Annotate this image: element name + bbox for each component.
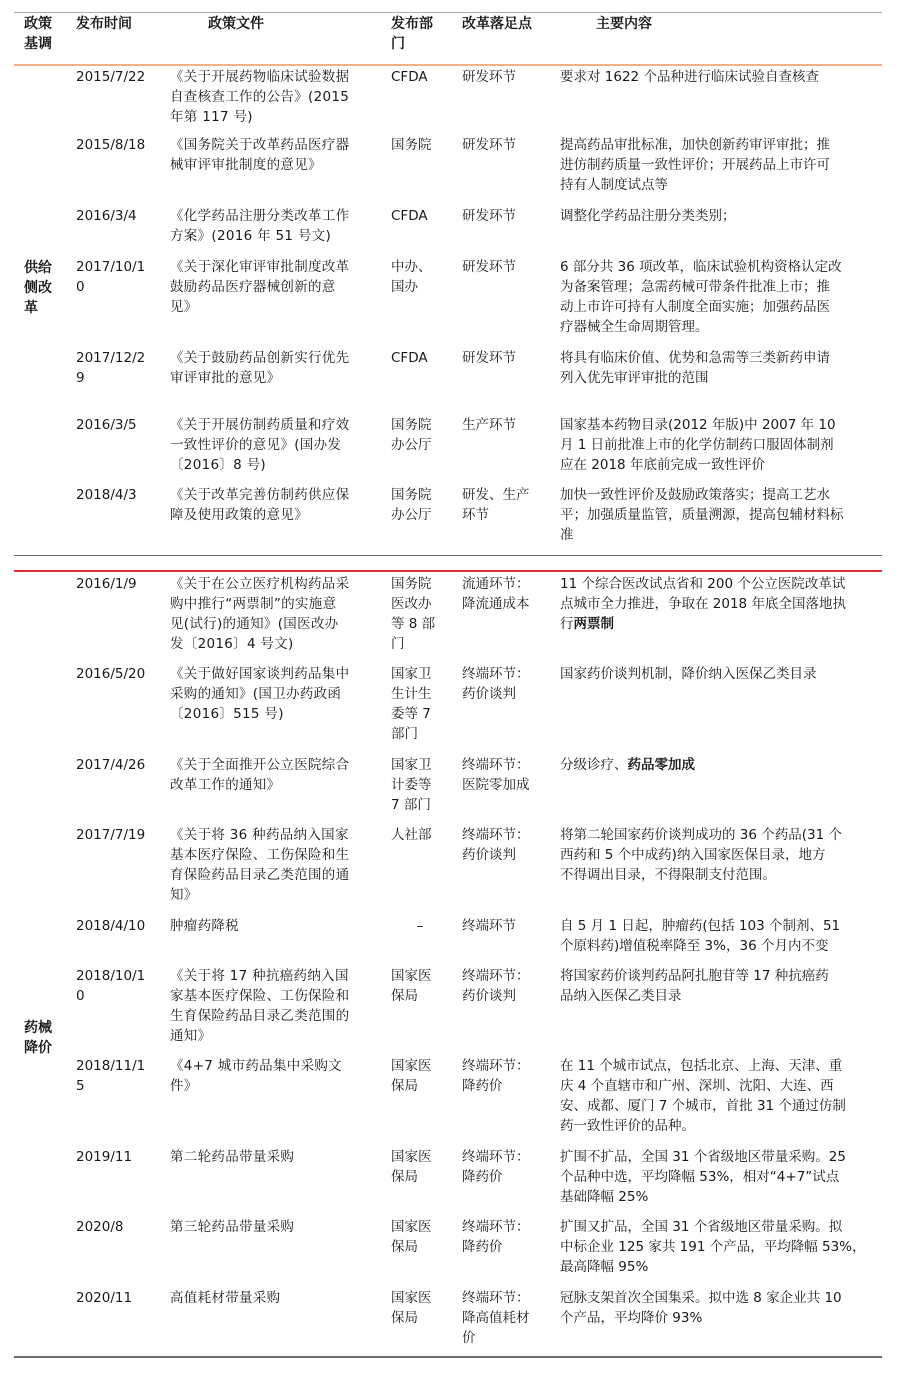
cell-dept: 国家卫 计委等 7 部门: [391, 757, 432, 813]
cell-doc: 《关于全面推开公立医院综合 改革工作的通知》: [170, 757, 350, 793]
cell-dept: CFDA: [391, 350, 428, 366]
cell-dept: CFDA: [391, 69, 428, 85]
cell-content: [560, 574, 878, 634]
cell-doc: 肿瘤药降税: [170, 918, 239, 934]
cell-date: 2018/11/1 5: [76, 1058, 146, 1094]
cell-doc: 《化学药品注册分类改革工作 方案》(2016 年 51 号文): [170, 208, 350, 244]
cell-dept: –: [391, 918, 424, 934]
cell-dept: CFDA: [391, 208, 428, 224]
cell-point: 流通环节： 降流通成本: [462, 576, 530, 612]
table-bottom-rule: [14, 1356, 882, 1358]
cell-doc: 第三轮药品带量采购: [170, 1219, 295, 1235]
cell-point: 研发环节: [462, 137, 516, 153]
cell-doc: 《关于开展药物临床试验数据 自查核查工作的公告》(2015 年第 117 号): [170, 69, 350, 125]
header-dept: 发布部 门: [391, 16, 433, 52]
cell-content: 6 部分共 36 项改革，临床试验机构资格认定改 为备案管理；急需药械可带条件批准上市；推 动上市许可持有人制度全面实施；加强药品医 疗器械全生命周期管理。: [560, 259, 842, 335]
table-header: [14, 12, 882, 64]
header-content: 主要内容: [596, 16, 652, 32]
cell-date: 2016/1/9: [76, 576, 137, 592]
cell-doc: 《关于将 17 种抗癌药纳入国 家基本医疗保险、工伤保险和 生育保险药品目录乙类范围的 通知》: [170, 968, 350, 1044]
policy-table: [14, 12, 882, 1358]
category-price-cut: 药械 降价: [24, 1020, 52, 1056]
cell-content: 加快一致性评价及鼓励政策落实；提高工艺水 平；加强质量监管，质量溯源，提高包辅材料标 准: [560, 487, 844, 543]
content-text: 分级诊疗、: [560, 757, 628, 773]
cell-content: 自 5 月 1 日起，肿瘤药(包括 103 个制剂、51 个原料药)增值税率降至 3%，36 个月内不变: [560, 918, 841, 954]
cell-point: 终端环节： 降药价: [462, 1149, 530, 1185]
cell-doc: 《关于深化审评审批制度改革 鼓励药品医疗器械创新的意 见》: [170, 259, 350, 315]
cell-content: 要求对 1622 个品种进行临床试验自查核查: [560, 69, 819, 85]
header-doc: 政策文件: [208, 16, 264, 32]
cell-doc: 《国务院关于改革药品医疗器 械审评审批制度的意见》: [170, 137, 350, 173]
cell-date: 2020/8: [76, 1219, 124, 1235]
cell-point: 终端环节： 降药价: [462, 1058, 530, 1094]
cell-point: 终端环节: [462, 918, 516, 934]
cell-dept: 国务院 医改办 等 8 部 门: [391, 576, 436, 652]
cell-dept: 中办、 国办: [391, 259, 432, 295]
cell-dept: 国家卫 生计生 委等 7 部门: [391, 666, 432, 742]
cell-content: 冠脉支架首次全国集采。拟中选 8 家企业共 10 个产品，平均降价 93%: [560, 1290, 842, 1326]
cell-dept: 国务院: [391, 137, 432, 153]
header-date: 发布时间: [76, 16, 132, 32]
cell-content: 将第二轮国家药价谈判成功的 36 个药品(31 个 西药和 5 个中成药)纳入国家医保目录，地方 不得调出目录，不得限制支付范围。: [560, 827, 842, 883]
cell-point: 终端环节： 降药价: [462, 1219, 530, 1255]
cell-date: 2018/4/3: [76, 487, 137, 503]
cell-content: 国家基本药物目录(2012 年版)中 2007 年 10 月 1 日前批准上市的化学仿制药口服固体制剂 应在 2018 年底前完成一致性评价: [560, 417, 836, 473]
cell-point: 终端环节： 药价谈判: [462, 827, 530, 863]
cell-point: 研发环节: [462, 350, 516, 366]
cell-date: 2018/4/10: [76, 918, 146, 934]
cell-point: 生产环节: [462, 417, 516, 433]
cell-dept: 国家医 保局: [391, 968, 432, 1004]
cell-date: 2016/3/4: [76, 208, 137, 224]
cell-content: 将具有临床价值、优势和急需等三类新药申请 列入优先审评审批的范围: [560, 350, 830, 386]
cell-point: 终端环节： 药价谈判: [462, 666, 530, 702]
cell-date: 2017/7/19: [76, 827, 146, 843]
cell-content: 提高药品审批标准，加快创新药审评审批；推 进仿制药质量一致性评价；开展药品上市许可 持有人制度试点等: [560, 137, 830, 193]
cell-date: 2018/10/1 0: [76, 968, 146, 1004]
cell-dept: 国家医 保局: [391, 1219, 432, 1255]
cell-point: 终端环节： 降高值耗材 价: [462, 1290, 530, 1346]
cell-dept: 国务院 办公厅: [391, 417, 432, 453]
cell-date: 2019/11: [76, 1149, 133, 1165]
cell-date: 2017/4/26: [76, 757, 146, 773]
header-basis: 政策 基调: [24, 16, 52, 52]
cell-dept: 国务院 办公厅: [391, 487, 432, 523]
header-rule: [14, 64, 882, 66]
cell-point: 终端环节： 药价谈判: [462, 968, 530, 1004]
cell-doc: 《关于鼓励药品创新实行优先 审评审批的意见》: [170, 350, 350, 386]
cell-date: 2015/8/18: [76, 137, 146, 153]
cell-date: 2016/3/5: [76, 417, 137, 433]
cell-doc: 高值耗材带量采购: [170, 1290, 281, 1306]
cell-doc: 《4+7 城市药品集中采购文 件》: [170, 1058, 342, 1094]
section-rule-red: [14, 570, 882, 572]
cell-content: 国家药价谈判机制，降价纳入医保乙类目录: [560, 666, 817, 682]
header-point: 改革落足点: [462, 16, 532, 32]
cell-content: [560, 755, 878, 775]
cell-date: 2016/5/20: [76, 666, 146, 682]
cell-point: 研发环节: [462, 259, 516, 275]
cell-dept: 人社部: [391, 827, 432, 843]
cell-doc: 《关于改革完善仿制药供应保 障及使用政策的意见》: [170, 487, 350, 523]
cell-content: 在 11 个城市试点，包括北京、上海、天津、重 庆 4 个直辖市和广州、深圳、沈阳、大连、西 安、成都、厦门 7 个城市，首批 31 个通过仿制 药一致性评价的品种。: [560, 1058, 846, 1134]
cell-dept: 国家医 保局: [391, 1149, 432, 1185]
cell-content: 扩围不扩品，全国 31 个省级地区带量采购。25 个品种中选，平均降幅 53%，相对“4+7”试点 基础降幅 25%: [560, 1149, 846, 1205]
cell-point: 研发、生产 环节: [462, 487, 530, 523]
section-rule-gray: [14, 555, 882, 556]
cell-doc: 《关于将 36 种药品纳入国家 基本医疗保险、工伤保险和生 育保险药品目录乙类范围的通 知》: [170, 827, 350, 903]
cell-date: 2017/12/2 9: [76, 350, 146, 386]
cell-content: 扩围又扩品，全国 31 个省级地区带量采购。拟 中标企业 125 家共 191 个产品，平均降幅 53%， 最高降幅 95%: [560, 1219, 866, 1275]
cell-point: 研发环节: [462, 69, 516, 85]
cell-doc: 《关于在公立医疗机构药品采 购中推行“两票制”的实施意 见(试行)的通知》(国医改办 发〔2016〕4 号文): [170, 576, 350, 652]
category-supply-side: 供给 侧改 革: [24, 260, 52, 316]
cell-content: 调整化学药品注册分类类别；: [560, 208, 736, 224]
cell-point: 研发环节: [462, 208, 516, 224]
content-text: 11 个综合医改试点省和 200 个公立医院改革试 点城市全力推进，争取在 2018 年底全国落地执 行: [560, 576, 846, 632]
cell-doc: 《关于开展仿制药质量和疗效 一致性评价的意见》(国办发 〔2016〕8 号): [170, 417, 350, 473]
cell-content: 将国家药价谈判药品阿扎胞苷等 17 种抗癌药 品纳入医保乙类目录: [560, 968, 829, 1004]
cell-doc: 第二轮药品带量采购: [170, 1149, 295, 1165]
content-bold: 两票制: [573, 616, 614, 632]
cell-point: 终端环节： 医院零加成: [462, 757, 530, 793]
cell-date: 2015/7/22: [76, 69, 146, 85]
content-bold: 药品零加成: [627, 757, 695, 773]
cell-date: 2017/10/1 0: [76, 259, 146, 295]
cell-dept: 国家医 保局: [391, 1290, 432, 1326]
cell-dept: 国家医 保局: [391, 1058, 432, 1094]
cell-doc: 《关于做好国家谈判药品集中 采购的通知》(国卫办药政函 〔2016〕515 号): [170, 666, 350, 722]
cell-date: 2020/11: [76, 1290, 133, 1306]
